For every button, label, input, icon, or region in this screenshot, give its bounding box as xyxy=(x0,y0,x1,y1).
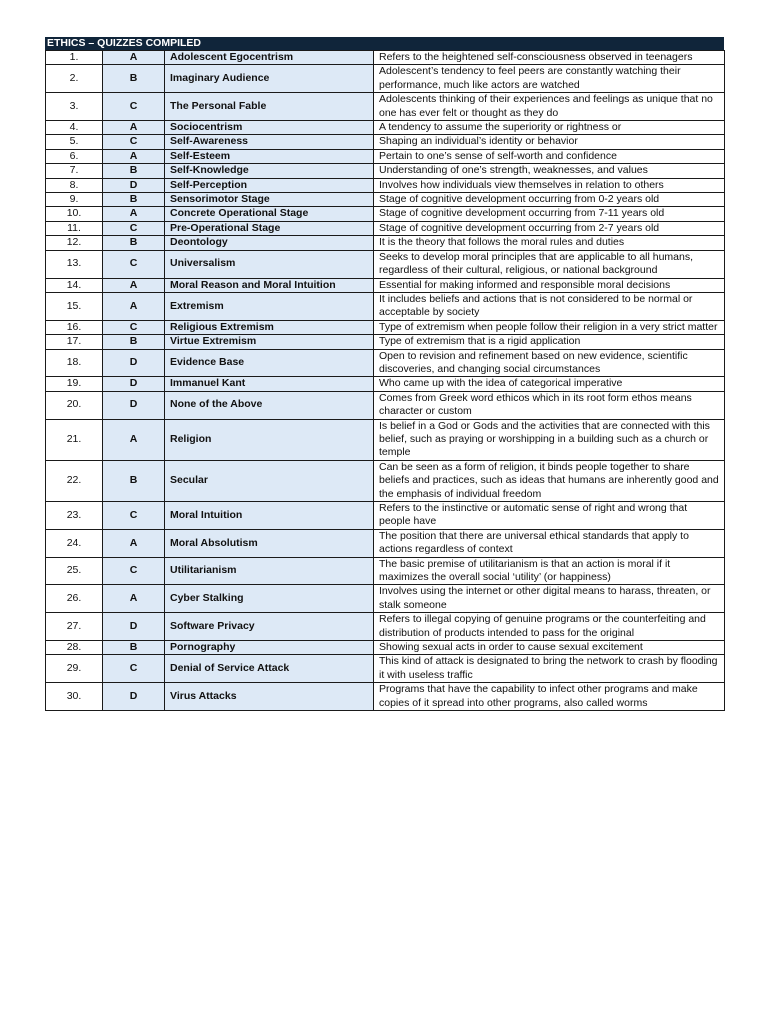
item-number: 27. xyxy=(46,613,103,641)
table-row xyxy=(46,391,725,419)
item-number: 14. xyxy=(46,278,103,292)
answer-term: Religion xyxy=(165,419,374,460)
answer-term: Immanuel Kant xyxy=(165,377,374,391)
item-definition: The position that there are universal ethical standards that apply to actions regardless of context xyxy=(374,529,725,557)
answer-term: Religious Extremism xyxy=(165,320,374,334)
table-row xyxy=(46,221,725,235)
table-row xyxy=(46,149,725,163)
answer-letter: A xyxy=(103,278,165,292)
item-definition: Open to revision and refinement based on new evidence, scientific discoveries, and changing social circumstances xyxy=(374,349,725,377)
answer-term: Utilitarianism xyxy=(165,557,374,585)
answer-term: Pornography xyxy=(165,641,374,655)
item-definition: Understanding of one’s strength, weaknesses, and values xyxy=(374,164,725,178)
answer-letter: C xyxy=(103,502,165,530)
item-number: 26. xyxy=(46,585,103,613)
answer-letter: B xyxy=(103,193,165,207)
item-number: 4. xyxy=(46,121,103,135)
table-row xyxy=(46,377,725,391)
table-row xyxy=(46,193,725,207)
table-row xyxy=(46,585,725,613)
item-number: 6. xyxy=(46,149,103,163)
answer-letter: D xyxy=(103,178,165,192)
answer-letter: D xyxy=(103,377,165,391)
item-definition: Pertain to one’s sense of self-worth and confidence xyxy=(374,149,725,163)
answer-letter: A xyxy=(103,585,165,613)
answer-letter: C xyxy=(103,221,165,235)
table-row xyxy=(46,613,725,641)
answer-term: None of the Above xyxy=(165,391,374,419)
table-row xyxy=(46,683,725,711)
answer-letter: B xyxy=(103,65,165,93)
item-number: 25. xyxy=(46,557,103,585)
item-number: 15. xyxy=(46,292,103,320)
item-definition: Involves how individuals view themselves in relation to others xyxy=(374,178,725,192)
answer-letter: C xyxy=(103,135,165,149)
item-number: 21. xyxy=(46,419,103,460)
answer-letter: B xyxy=(103,236,165,250)
item-definition: Shaping an individual’s identity or behavior xyxy=(374,135,725,149)
item-definition: Who came up with the idea of categorical imperative xyxy=(374,377,725,391)
table-row xyxy=(46,178,725,192)
answer-term: Denial of Service Attack xyxy=(165,655,374,683)
table-row xyxy=(46,335,725,349)
item-definition: Comes from Greek word ethicos which in its root form ethos means character or custom xyxy=(374,391,725,419)
item-number: 17. xyxy=(46,335,103,349)
answer-term: Cyber Stalking xyxy=(165,585,374,613)
answer-term: Virtue Extremism xyxy=(165,335,374,349)
table-row xyxy=(46,135,725,149)
item-definition: Adolescent’s tendency to feel peers are constantly watching their performance, much like actors are watched xyxy=(374,65,725,93)
item-number: 13. xyxy=(46,250,103,278)
table-row xyxy=(46,641,725,655)
table-row xyxy=(46,419,725,460)
item-number: 29. xyxy=(46,655,103,683)
answer-letter: A xyxy=(103,529,165,557)
answer-term: Moral Intuition xyxy=(165,502,374,530)
answer-term: Self-Esteem xyxy=(165,149,374,163)
answer-term: Self-Knowledge xyxy=(165,164,374,178)
answer-term: Deontology xyxy=(165,236,374,250)
answer-letter: D xyxy=(103,391,165,419)
answer-letter: D xyxy=(103,613,165,641)
answer-term: Moral Reason and Moral Intuition xyxy=(165,278,374,292)
answer-letter: A xyxy=(103,149,165,163)
item-number: 28. xyxy=(46,641,103,655)
table-row xyxy=(46,250,725,278)
answer-term: Evidence Base xyxy=(165,349,374,377)
item-definition: Refers to illegal copying of genuine programs or the counterfeiting and distribution of products intended to pass for the original xyxy=(374,613,725,641)
answer-letter: A xyxy=(103,292,165,320)
answer-letter: D xyxy=(103,683,165,711)
answer-term: Secular xyxy=(165,460,374,501)
item-definition: Stage of cognitive development occurring from 0-2 years old xyxy=(374,193,725,207)
answer-letter: B xyxy=(103,460,165,501)
table-row xyxy=(46,460,725,501)
table-row xyxy=(46,557,725,585)
table-row xyxy=(46,278,725,292)
item-definition: Refers to the instinctive or automatic sense of right and wrong that people have xyxy=(374,502,725,530)
answer-term: Pre-Operational Stage xyxy=(165,221,374,235)
answer-letter: D xyxy=(103,349,165,377)
answer-table-body xyxy=(46,51,725,711)
quiz-sheet xyxy=(45,37,724,711)
answer-term: Imaginary Audience xyxy=(165,65,374,93)
item-definition: It includes beliefs and actions that is not considered to be normal or acceptable by society xyxy=(374,292,725,320)
answer-term: The Personal Fable xyxy=(165,93,374,121)
item-number: 24. xyxy=(46,529,103,557)
answer-term: Concrete Operational Stage xyxy=(165,207,374,221)
answer-letter: A xyxy=(103,419,165,460)
item-number: 22. xyxy=(46,460,103,501)
answer-letter: C xyxy=(103,557,165,585)
item-definition: Is belief in a God or Gods and the activities that are connected with this belief, such as praying or worshipping in a building such as a church or temple xyxy=(374,419,725,460)
answer-letter: A xyxy=(103,207,165,221)
answer-letter: C xyxy=(103,250,165,278)
table-row xyxy=(46,65,725,93)
item-definition: Involves using the internet or other digital means to harass, threaten, or stalk someone xyxy=(374,585,725,613)
item-definition: It is the theory that follows the moral rules and duties xyxy=(374,236,725,250)
item-number: 2. xyxy=(46,65,103,93)
item-definition: Programs that have the capability to infect other programs and make copies of it spread into other programs, also called worms xyxy=(374,683,725,711)
item-number: 9. xyxy=(46,193,103,207)
item-number: 3. xyxy=(46,93,103,121)
answer-letter: C xyxy=(103,320,165,334)
item-number: 18. xyxy=(46,349,103,377)
item-definition: Showing sexual acts in order to cause sexual excitement xyxy=(374,641,725,655)
item-number: 19. xyxy=(46,377,103,391)
answer-term: Software Privacy xyxy=(165,613,374,641)
item-number: 23. xyxy=(46,502,103,530)
table-row xyxy=(46,502,725,530)
answer-term: Sociocentrism xyxy=(165,121,374,135)
item-number: 5. xyxy=(46,135,103,149)
item-definition: Seeks to develop moral principles that are applicable to all humans, regardless of their cultural, religious, or national background xyxy=(374,250,725,278)
item-number: 20. xyxy=(46,391,103,419)
item-definition: Stage of cognitive development occurring from 2-7 years old xyxy=(374,221,725,235)
table-row xyxy=(46,349,725,377)
answer-letter: C xyxy=(103,93,165,121)
sheet-title: ETHICS – QUIZZES COMPILED xyxy=(45,37,724,50)
item-number: 10. xyxy=(46,207,103,221)
item-number: 12. xyxy=(46,236,103,250)
answer-table xyxy=(45,50,725,711)
answer-term: Sensorimotor Stage xyxy=(165,193,374,207)
item-number: 1. xyxy=(46,51,103,65)
table-row xyxy=(46,207,725,221)
item-definition: A tendency to assume the superiority or rightness or xyxy=(374,121,725,135)
item-definition: Can be seen as a form of religion, it binds people together to share beliefs and practices, such as ideas that humans are inherently good and the emphasis of individual freedom xyxy=(374,460,725,501)
answer-term: Adolescent Egocentrism xyxy=(165,51,374,65)
answer-term: Universalism xyxy=(165,250,374,278)
table-row xyxy=(46,51,725,65)
item-definition: Refers to the heightened self-consciousness observed in teenagers xyxy=(374,51,725,65)
table-row xyxy=(46,529,725,557)
table-row xyxy=(46,164,725,178)
answer-term: Extremism xyxy=(165,292,374,320)
answer-term: Virus Attacks xyxy=(165,683,374,711)
item-number: 7. xyxy=(46,164,103,178)
answer-letter: C xyxy=(103,655,165,683)
table-row xyxy=(46,121,725,135)
item-definition: Type of extremism when people follow their religion in a very strict matter xyxy=(374,320,725,334)
answer-letter: B xyxy=(103,164,165,178)
item-definition: This kind of attack is designated to bring the network to crash by flooding it with useless traffic xyxy=(374,655,725,683)
table-row xyxy=(46,320,725,334)
table-row xyxy=(46,93,725,121)
item-definition: Essential for making informed and responsible moral decisions xyxy=(374,278,725,292)
answer-letter: A xyxy=(103,121,165,135)
item-definition: The basic premise of utilitarianism is that an action is moral if it maximizes the overall social ‘utility’ (or happiness) xyxy=(374,557,725,585)
item-number: 30. xyxy=(46,683,103,711)
item-number: 11. xyxy=(46,221,103,235)
answer-letter: A xyxy=(103,51,165,65)
item-number: 16. xyxy=(46,320,103,334)
answer-term: Moral Absolutism xyxy=(165,529,374,557)
answer-letter: B xyxy=(103,641,165,655)
table-row xyxy=(46,236,725,250)
item-number: 8. xyxy=(46,178,103,192)
answer-term: Self-Perception xyxy=(165,178,374,192)
answer-term: Self-Awareness xyxy=(165,135,374,149)
item-definition: Type of extremism that is a rigid application xyxy=(374,335,725,349)
item-definition: Adolescents thinking of their experiences and feelings as unique that no one has ever felt or thought as they do xyxy=(374,93,725,121)
answer-letter: B xyxy=(103,335,165,349)
table-row xyxy=(46,292,725,320)
table-row xyxy=(46,655,725,683)
item-definition: Stage of cognitive development occurring from 7-11 years old xyxy=(374,207,725,221)
